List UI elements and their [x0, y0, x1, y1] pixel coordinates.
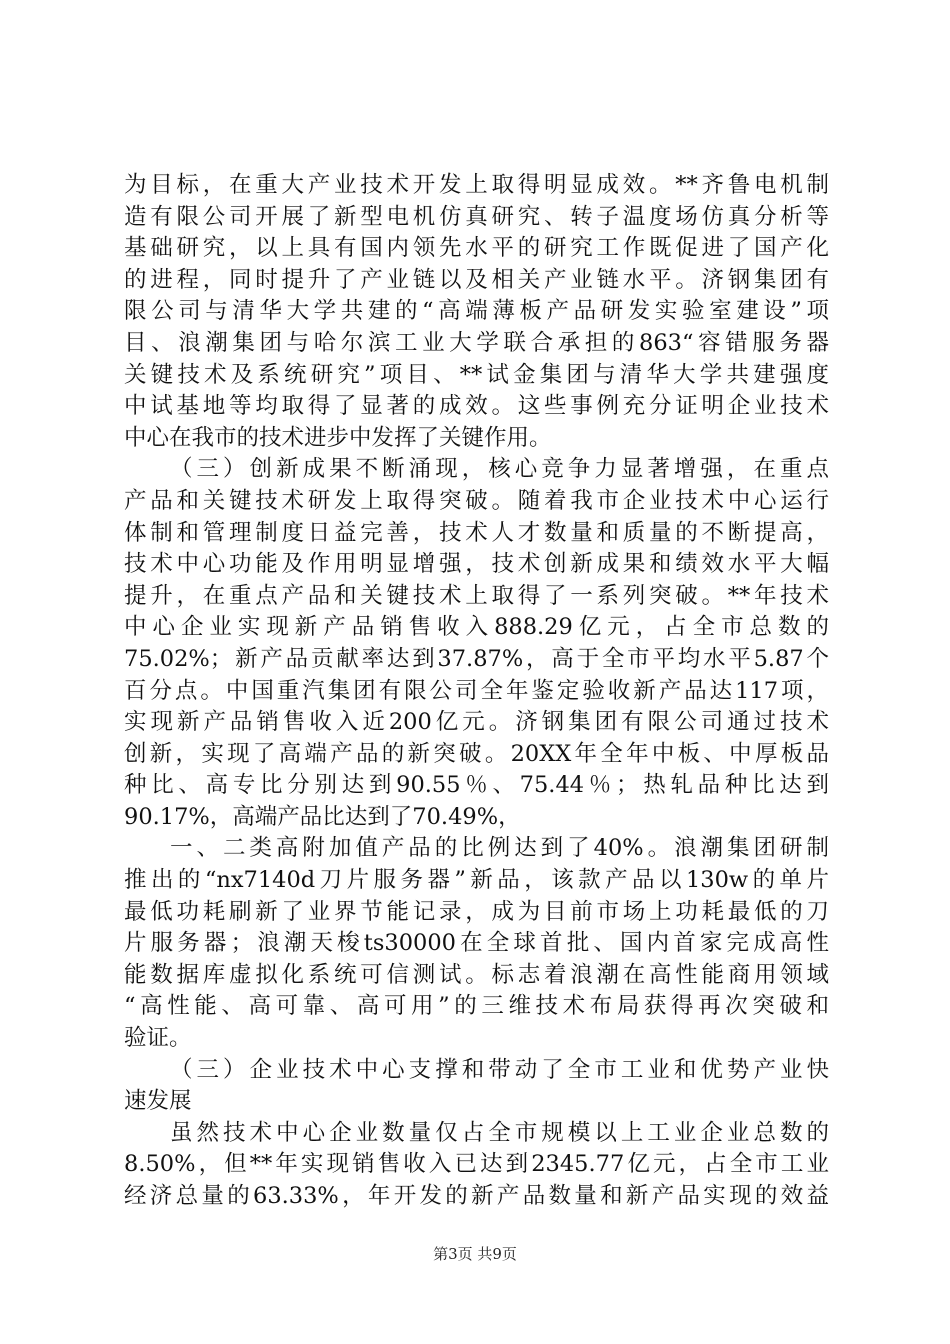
paragraph-heading-line: （三）创新成果不断涌现，核心竞争力显著增强，在重点: [170, 456, 829, 483]
text-line: “高性能、高可靠、高可用”的三维技术布局获得再次突破和: [124, 993, 829, 1020]
text-line: 验证。: [124, 1025, 192, 1052]
text-line: 75.02%；新产品贡献率达到37.87%，高于全市平均水平5.87个: [124, 645, 829, 672]
text-line: 中心在我市的技术进步中发挥了关键作用。: [124, 424, 552, 451]
text-line: 的进程，同时提升了产业链以及相关产业链水平。济钢集团有: [124, 266, 829, 293]
body-text: [124, 170, 829, 1213]
text-line: 90.17%，高端产品比达到了70.49%，: [124, 803, 521, 830]
text-line: 目、浪潮集团与哈尔滨工业大学联合承担的863“容错服务器: [124, 329, 829, 356]
paragraph-start-line: 虽然技术中心企业数量仅占全市规模以上工业企业总数的: [170, 1119, 829, 1146]
paragraph-start-line: 一、二类高附加值产品的比例达到了40%。浪潮集团研制: [170, 835, 829, 862]
text-line: 为目标，在重大产业技术开发上取得明显成效。**齐鲁电机制: [124, 172, 829, 198]
text-line: 技术中心功能及作用明显增强，技术创新成果和绩效水平大幅: [124, 551, 829, 578]
text-line: 经济总量的63.33%，年开发的新产品数量和新产品实现的效益: [124, 1183, 829, 1209]
page-number-footer: 第3页 共9页: [433, 1245, 517, 1263]
text-line: 片服务器；浪潮天梭ts30000在全球首批、国内首家完成高性: [124, 930, 829, 957]
text-line: 关键技术及系统研究”项目、**试金集团与清华大学共建强度: [124, 361, 829, 388]
text-line: 造有限公司开展了新型电机仿真研究、转子温度场仿真分析等: [124, 203, 829, 230]
text-line: 提升，在重点产品和关键技术上取得了一系列突破。**年技术: [124, 582, 829, 609]
text-line: 种比、高专比分别达到90.55％、75.44％；热轧品种比达到: [124, 772, 829, 799]
text-line: 体制和管理制度日益完善，技术人才数量和质量的不断提高，: [124, 519, 829, 546]
text-line: 推出的“nx7140d刀片服务器”新品，该款产品以130w的单片: [124, 867, 829, 894]
text-line: 实现新产品销售收入近200亿元。济钢集团有限公司通过技术: [124, 709, 829, 736]
text-line: 最低功耗刷新了业界节能记录，成为目前市场上功耗最低的刀: [124, 898, 829, 925]
text-line: 能数据库虚拟化系统可信测试。标志着浪潮在高性能商用领域: [124, 961, 829, 988]
text-line: 百分点。中国重汽集团有限公司全年鉴定验收新产品达117项，: [124, 677, 829, 704]
text-line: 创新，实现了高端产品的新突破。20XX年全年中板、中厚板品: [124, 740, 829, 767]
text-line: 基础研究，以上具有国内领先水平的研究工作既促进了国产化: [124, 235, 829, 262]
text-line: 产品和关键技术研发上取得突破。随着我市企业技术中心运行: [124, 487, 829, 514]
section-heading-line: （三）企业技术中心支撑和带动了全市工业和优势产业快: [170, 1056, 829, 1083]
text-line: 中试基地等均取得了显著的成效。这些事例充分证明企业技术: [124, 393, 829, 420]
text-line: 限公司与清华大学共建的“高端薄板产品研发实验室建设”项: [124, 298, 829, 325]
text-line: 中心企业实现新产品销售收入888.29亿元，占全市总数的: [124, 614, 829, 641]
section-heading-line: 速发展: [124, 1088, 192, 1115]
text-line: 8.50%，但**年实现销售收入已达到2345.77亿元，占全市工业: [124, 1151, 829, 1178]
